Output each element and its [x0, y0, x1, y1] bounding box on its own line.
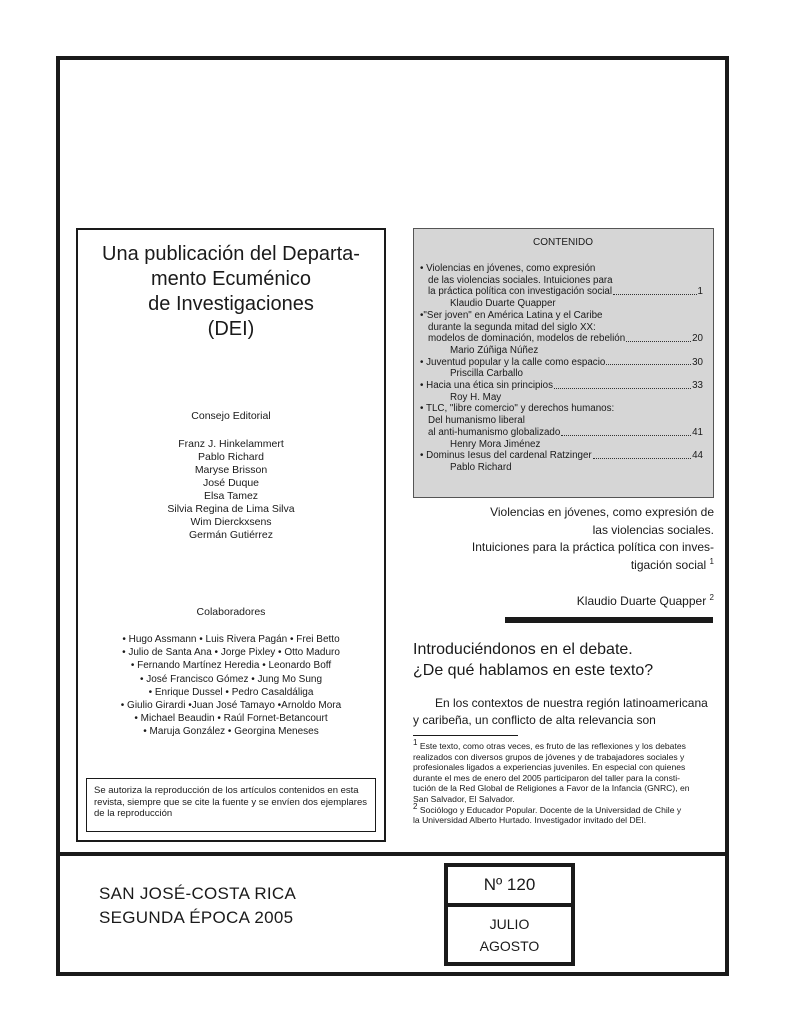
toc-entry-title-line: la práctica política con investigación social — [428, 286, 613, 298]
article-title-line-last — [418, 557, 714, 575]
dot-leader — [554, 380, 691, 389]
publication-info-panel — [76, 228, 386, 842]
toc-entry-title-line: modelos de dominación, modelos de rebelión — [428, 333, 626, 345]
toc-entry-author: Priscilla Carballo — [450, 368, 523, 380]
toc-entry-title-line: • Dominus Iesus del cardenal Ratzinger — [420, 450, 592, 462]
toc-entry-title-line: al anti-humanismo globalizado — [428, 426, 561, 438]
collaborators-line: • Hugo Assmann • Luis Rivera Pagán • Frei Betto — [122, 634, 340, 645]
toc-entry-leader-line — [420, 450, 703, 462]
footnote-line: realizados con diversos grupos de jóvenes y de trabajadores sociales y — [413, 751, 685, 762]
toc-entry[interactable] — [420, 380, 703, 403]
toc-entry[interactable] — [420, 263, 703, 310]
dot-leader — [561, 427, 691, 436]
reproduction-notice: Se autoriza la reproducción de los artículos contenidos en esta revista, siempre que se cite la fuente y se envíen dos ejemplares de la reproducción — [86, 778, 376, 832]
footnote-line — [413, 801, 715, 816]
collaborators-line: • Maruja González • Georgina Meneses — [143, 726, 319, 738]
footnote-mark: 2 — [413, 801, 418, 811]
issue-number: Nº 120 — [448, 867, 571, 907]
toc-page-number: 1 — [697, 286, 703, 298]
toc-entry-leader-line — [420, 357, 703, 369]
article-body — [413, 695, 715, 729]
section-heading — [413, 639, 713, 681]
toc-entry[interactable] — [420, 450, 703, 473]
collaborators-line: • Julio de Santa Ana • Jorge Pixley • Otto Maduro — [122, 647, 340, 659]
issue-months — [448, 913, 571, 957]
toc-entry-author: Henry Mora Jiménez — [450, 438, 541, 450]
issue-month: AGOSTO — [479, 938, 540, 954]
footnote-line: profesionales ligados a experiencias juveniles. En especial con quienes — [413, 762, 686, 773]
footnote-rule — [413, 735, 518, 736]
contents-heading: CONTENIDO — [533, 237, 593, 248]
location-edition — [99, 882, 296, 930]
toc-list — [420, 263, 703, 474]
publication-title-line: mento Ecuménico — [150, 268, 312, 290]
issue-box — [444, 863, 575, 966]
toc-entry-leader-line — [420, 333, 703, 345]
table-of-contents — [413, 228, 714, 498]
collaborators-line: • José Francisco Gómez • Jung Mo Sung — [139, 673, 323, 685]
footnote-reference[interactable]: 2 — [709, 593, 714, 602]
dot-leader — [593, 450, 691, 459]
footnote-reference[interactable]: 1 — [709, 556, 714, 566]
toc-entry-author: Klaudio Duarte Quapper — [450, 298, 556, 310]
toc-entry-title-line: de las violencias sociales. Intuiciones para — [428, 274, 613, 286]
article-title — [418, 504, 714, 574]
toc-entry[interactable] — [420, 357, 703, 380]
editorial-board-member: Silvia Regina de Lima Silva — [167, 503, 295, 515]
editorial-board-member: Pablo Richard — [198, 451, 264, 463]
footnote-text: Este texto, como otras veces, es fruto de las reflexiones y los debates — [417, 741, 686, 751]
toc-entry-author: Roy H. May — [450, 391, 502, 403]
body-line: En los contextos de nuestra región latinoamericana — [435, 696, 708, 710]
editorial-board-member: Maryse Brisson — [194, 464, 268, 476]
article-author — [418, 594, 714, 608]
footnote-line: tución de la Red Global de Religiones a Favor de la Infancia (GNRC), en — [413, 783, 690, 794]
section-heading-line: Introduciéndonos en el debate. — [413, 641, 633, 658]
body-line: y caribeña, un conflicto de alta relevancia son — [413, 713, 656, 727]
dot-leader — [606, 357, 691, 366]
article-title-line: Intuiciones para la práctica política con inves- — [471, 540, 714, 554]
toc-page-number: 44 — [692, 450, 703, 462]
editorial-board-list — [78, 438, 384, 542]
toc-entry-title-line: •"Ser joven" en América Latina y el Caribe — [420, 309, 603, 321]
collaborators-heading: Colaboradores — [196, 606, 266, 618]
collaborators-line: • Enrique Dussel • Pedro Casaldáliga — [148, 686, 314, 698]
footnote-line: durante el mes de enero del 2005 participaron del taller para la consti- — [413, 772, 681, 783]
toc-page-number: 20 — [692, 333, 703, 345]
toc-entry[interactable] — [420, 403, 703, 450]
publication-title-line: (DEI) — [207, 318, 255, 340]
editorial-board-member: Franz J. Hinkelammert — [178, 438, 284, 450]
toc-entry-author: Pablo Richard — [450, 461, 512, 473]
section-heading-line: ¿De qué hablamos en este texto? — [413, 662, 654, 679]
collaborators-line: • Giulio Girardi •Juan José Tamayo •Arnoldo Mora — [120, 700, 342, 712]
toc-entry-title-line: • TLC, "libre comercio" y derechos humanos: — [420, 403, 615, 415]
dot-leader — [626, 333, 691, 342]
article-author-name: Klaudio Duarte Quapper — [576, 594, 707, 608]
toc-page-number: 30 — [692, 356, 703, 368]
toc-entry-title-line: • Violencias en jóvenes, como expresión — [420, 263, 596, 274]
toc-entry-title-line: durante la segunda mitad del siglo XX: — [428, 321, 596, 333]
issue-month: JULIO — [489, 916, 530, 932]
footer-divider — [56, 852, 729, 856]
publication-title — [78, 242, 384, 342]
dot-leader — [613, 286, 696, 295]
collaborators-list — [78, 633, 384, 739]
publication-title-line: de Investigaciones — [148, 293, 314, 315]
toc-entry[interactable] — [420, 310, 703, 357]
collaborators-line: • Michael Beaudin • Raúl Fornet-Betancourt — [134, 713, 328, 725]
editorial-board-member: Germán Gutiérrez — [188, 529, 274, 541]
footnote-line: la Universidad Alberto Hurtado. Investigador invitado del DEI. — [413, 815, 647, 826]
location-line: SAN JOSÉ-COSTA RICA — [99, 884, 297, 903]
collaborators-line: • Fernando Martínez Heredia • Leonardo Boff — [130, 660, 332, 672]
toc-entry-author: Mario Zúñiga Núñez — [450, 344, 539, 356]
editorial-board-member: Wim Dierckxsens — [190, 516, 272, 528]
editorial-board-member: Elsa Tamez — [203, 490, 259, 502]
article-title-line: tigación social — [630, 557, 707, 572]
author-rule — [505, 617, 713, 623]
footnote-line — [413, 738, 715, 752]
toc-entry-title-line: • Hacia una ética sin principios — [420, 380, 554, 392]
footnotes — [413, 738, 715, 826]
edition-line: SEGUNDA ÉPOCA 2005 — [99, 908, 294, 927]
editorial-board-member: José Duque — [202, 477, 260, 489]
toc-page-number: 33 — [692, 380, 703, 392]
publication-title-line: Una publicación del Departa- — [102, 243, 360, 265]
toc-entry-title-line: Del humanismo liberal — [428, 415, 525, 427]
editorial-board-heading: Consejo Editorial — [191, 410, 271, 422]
toc-entry-leader-line — [420, 286, 703, 298]
toc-entry-title-line: • Juventud popular y la calle como espacio — [420, 356, 606, 368]
footnote-text: Sociólogo y Educador Popular. Docente de la Universidad de Chile y — [417, 804, 682, 815]
article-title-line: Violencias en jóvenes, como expresión de — [490, 505, 714, 519]
toc-entry-leader-line — [420, 427, 703, 439]
article-title-line: las violencias sociales. — [592, 522, 714, 537]
footnote-line: San Salvador, El Salvador. — [413, 793, 515, 804]
toc-entry-leader-line — [420, 380, 703, 392]
toc-page-number: 41 — [692, 426, 703, 438]
footnote-mark: 1 — [413, 738, 418, 748]
